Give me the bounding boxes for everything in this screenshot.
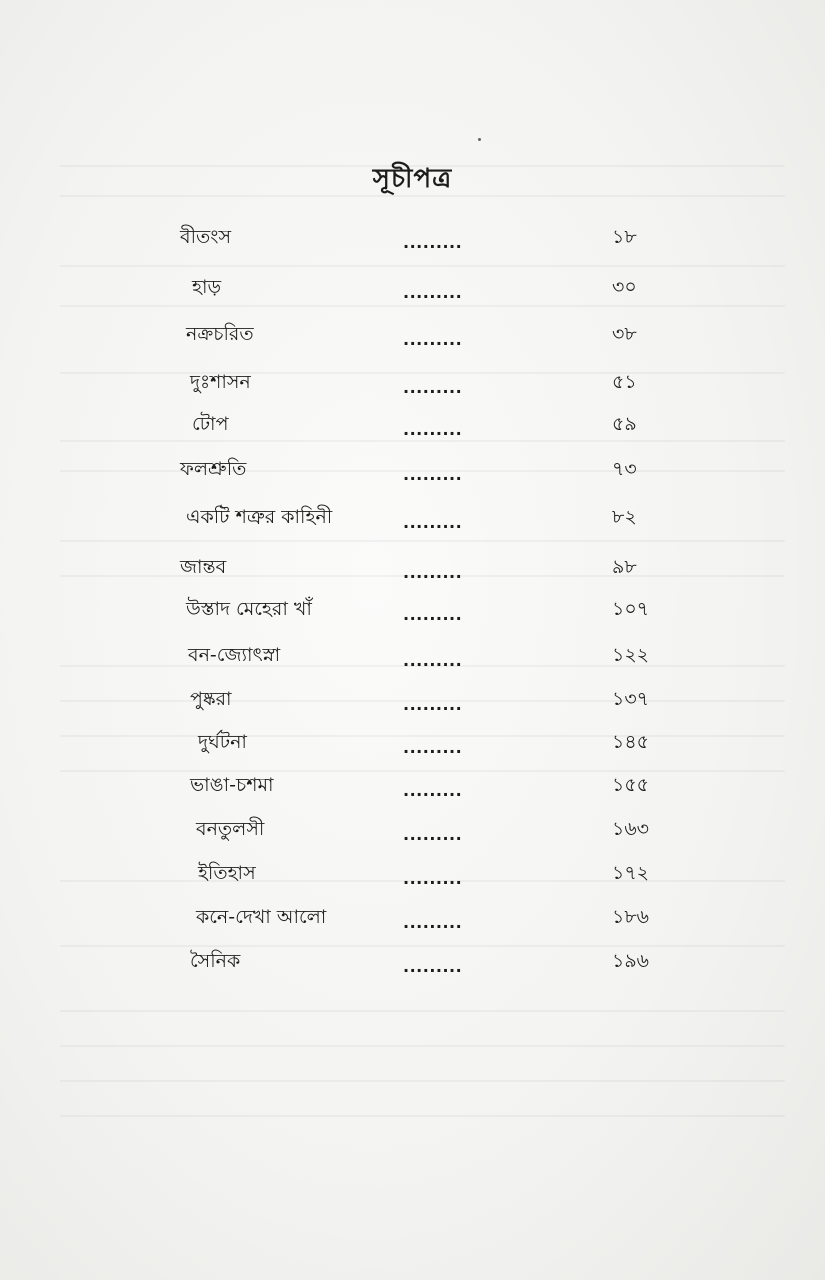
toc-leader: .........	[403, 465, 463, 484]
bleed-line	[60, 1080, 785, 1082]
bleed-line	[60, 1115, 785, 1117]
ink-speck	[478, 138, 481, 141]
toc-page-number: ১০৭	[612, 598, 650, 620]
toc-page-number: ১৭২	[612, 862, 650, 884]
toc-title: টোপ	[192, 413, 229, 435]
toc-page-number: ১৫৫	[612, 774, 649, 796]
toc-page-number: ১৬৩	[612, 818, 650, 840]
toc-title: সৈনিক	[190, 950, 241, 972]
toc-title: কনে-দেখা আলো	[196, 906, 327, 928]
toc-page-number: ৯৮	[612, 556, 637, 578]
toc-row	[0, 858, 825, 888]
toc-page-number: ৫১	[612, 371, 637, 393]
toc-page-number: ৮২	[612, 506, 637, 528]
toc-page-number: ১৩৭	[612, 688, 650, 710]
toc-row	[0, 727, 825, 757]
toc-row	[0, 946, 825, 976]
toc-row	[0, 902, 825, 932]
toc-leader: .........	[403, 651, 463, 670]
toc-page-number: ১৪৫	[612, 731, 649, 753]
toc-page-number: ১৯৬	[612, 950, 650, 972]
toc-title: ফলশ্রুতি	[180, 458, 247, 480]
toc-page-number: ১৮৬	[612, 906, 650, 928]
toc-leader: .........	[403, 869, 463, 888]
bleed-line	[60, 1010, 785, 1012]
toc-row	[0, 684, 825, 714]
toc-row	[0, 502, 825, 532]
toc-page-number: ৩০	[612, 276, 637, 298]
toc-row	[0, 367, 825, 397]
toc-row	[0, 594, 825, 624]
toc-leader: .........	[403, 513, 463, 532]
toc-page-number: ৩৮	[612, 323, 637, 345]
toc-page-number: ১৮	[612, 226, 637, 248]
toc-title: দুর্ঘটনা	[198, 731, 247, 753]
toc-title: ইতিহাস	[198, 862, 256, 884]
page-title: সূচীপত্র	[372, 164, 453, 194]
toc-title: হাড়	[192, 276, 222, 298]
table-of-contents	[0, 222, 825, 982]
toc-title: ভাঙা-চশমা	[190, 774, 274, 796]
toc-leader: .........	[403, 378, 463, 397]
toc-title: দুঃশাসন	[190, 371, 251, 393]
toc-row	[0, 552, 825, 582]
toc-title: বন-জ্যোৎস্না	[188, 644, 281, 666]
toc-leader: .........	[403, 913, 463, 932]
toc-row	[0, 409, 825, 439]
toc-title: উস্তাদ মেহেরা খাঁ	[186, 598, 312, 620]
toc-leader: .........	[403, 283, 463, 302]
toc-title: জান্তব	[180, 556, 227, 578]
toc-leader: .........	[403, 605, 463, 624]
toc-title: নক্রচরিত	[186, 323, 254, 345]
toc-title: বীতংস	[180, 226, 231, 248]
toc-row	[0, 814, 825, 844]
toc-page-number: ১২২	[612, 644, 650, 666]
toc-leader: .........	[403, 420, 463, 439]
toc-leader: .........	[403, 825, 463, 844]
toc-row	[0, 454, 825, 484]
toc-row	[0, 640, 825, 670]
toc-row	[0, 770, 825, 800]
toc-title: বনতুলসী	[196, 818, 265, 840]
toc-leader: .........	[403, 957, 463, 976]
bleed-line	[60, 1045, 785, 1047]
toc-page-number: ৫৯	[612, 413, 637, 435]
toc-row	[0, 222, 825, 252]
toc-leader: .........	[403, 781, 463, 800]
toc-leader: .........	[403, 563, 463, 582]
toc-leader: .........	[403, 738, 463, 757]
toc-leader: .........	[403, 330, 463, 349]
toc-leader: .........	[403, 233, 463, 252]
toc-leader: .........	[403, 695, 463, 714]
toc-title: পুষ্করা	[190, 688, 232, 710]
toc-page-number: ৭৩	[612, 458, 637, 480]
toc-title: একটি শত্রুর কাহিনী	[186, 506, 333, 528]
toc-row	[0, 272, 825, 302]
toc-row	[0, 319, 825, 349]
